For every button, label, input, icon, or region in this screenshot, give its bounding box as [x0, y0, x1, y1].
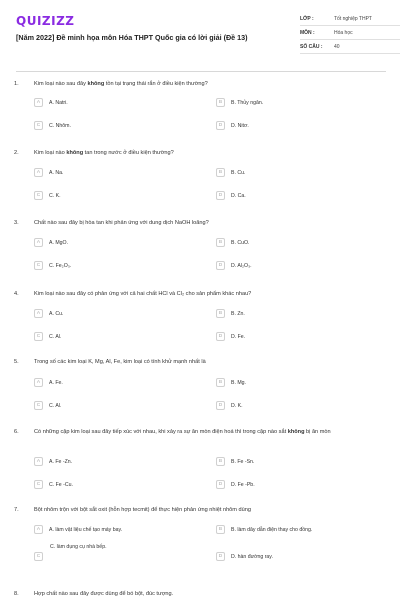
- question-text: Trong số các kim loại K, Mg, Al, Fe, kim loại có tính khử mạnh nhất là: [34, 359, 206, 365]
- option-d[interactable]: D D. Nitơ.: [216, 121, 249, 130]
- option-letter-box: D: [216, 261, 225, 270]
- option-letter-box: B: [216, 525, 225, 534]
- question-8: [14, 590, 384, 598]
- option-c[interactable]: C C. Fe -Cu.: [34, 480, 73, 489]
- option-letter-box: A: [34, 457, 43, 466]
- option-letter-box: D: [216, 332, 225, 341]
- question-2: [14, 149, 384, 199]
- meta-row-subject: [300, 26, 400, 40]
- option-b[interactable]: B B. Mg.: [216, 378, 246, 387]
- option-a[interactable]: A A. Natri.: [34, 98, 68, 107]
- question-6: [14, 428, 384, 488]
- option-d[interactable]: D D. Ca.: [216, 191, 246, 200]
- option-letter-box: C: [34, 480, 43, 489]
- option-letter-box: A: [34, 309, 43, 318]
- option-b[interactable]: B B. CuO.: [216, 238, 249, 247]
- question-text: Kim loại nào sau đây có phản ứng với cả hai chất HCl và Cl₂ cho sản phẩm khác nhau?: [34, 291, 252, 297]
- option-letter-box: A: [34, 168, 43, 177]
- question-stem: [14, 149, 384, 157]
- option-d[interactable]: D D. Fe.: [216, 332, 245, 341]
- option-letter-box: A: [34, 238, 43, 247]
- option-letter-box: A: [34, 378, 43, 387]
- meta-key: MÔN :: [300, 29, 315, 36]
- option-b[interactable]: B B. Thủy ngân.: [216, 98, 263, 107]
- question-text: Chất nào sau đây bị hòa tan khi phản ứng với dung dịch NaOH loãng?: [34, 220, 209, 226]
- question-number: 7.: [14, 507, 19, 513]
- option-c[interactable]: C C. K.: [34, 191, 61, 200]
- option-letter-box: A: [34, 525, 43, 534]
- option-c[interactable]: C C. Nhôm.: [34, 121, 71, 130]
- question-text: Có những cặp kim loại sau đây tiếp xúc với nhau, khi xảy ra sự ăn mòn điện hoá thì trong cặp nào sắt không bị ăn mòn: [34, 429, 331, 435]
- question-stem: [14, 290, 384, 298]
- option-c[interactable]: C C. Al.: [34, 401, 61, 410]
- question-number: 8.: [14, 591, 19, 597]
- meta-value: Hóa học: [334, 29, 353, 36]
- meta-row-class: [300, 12, 400, 26]
- question-stem: [14, 80, 384, 88]
- option-letter-box: B: [216, 238, 225, 247]
- question-stem: [14, 506, 384, 514]
- question-1: [14, 80, 384, 129]
- question-number: 5.: [14, 359, 19, 365]
- question-text: Hợp chất nào sau đây được dùng để bó bột, đúc tượng.: [34, 591, 174, 597]
- worksheet-header: [16, 12, 386, 64]
- question-stem: [14, 590, 384, 598]
- option-letter-box: C: [34, 401, 43, 410]
- question-number: 1.: [14, 81, 19, 87]
- option-letter-box: B: [216, 309, 225, 318]
- option-b[interactable]: B B. làm dây dẫn điện thay cho đồng.: [216, 525, 312, 534]
- question-4: [14, 290, 384, 340]
- question-number: 2.: [14, 150, 19, 156]
- meta-key: SỐ CÂU :: [300, 43, 323, 50]
- question-stem: [14, 358, 384, 366]
- option-a[interactable]: A A. MgO.: [34, 238, 68, 247]
- option-b[interactable]: B B. Zn.: [216, 309, 245, 318]
- option-a[interactable]: A A. Cu.: [34, 309, 63, 318]
- meta-row-count: [300, 40, 400, 54]
- option-letter-box: B: [216, 98, 225, 107]
- question-number: 3.: [14, 220, 19, 226]
- option-a[interactable]: A A. Fe.: [34, 378, 63, 387]
- option-letter-box: B: [216, 378, 225, 387]
- option-c-text: C. làm dụng cụ nhà bếp.: [50, 544, 107, 550]
- question-text: Bột nhôm trộn với bột sắt oxit (hỗn hợp tecmit) để thực hiện phản ứng nhiệt nhôm dùng: [34, 507, 251, 513]
- option-letter-box: A: [34, 98, 43, 107]
- option-letter-box: D: [216, 121, 225, 130]
- meta-key: LỚP :: [300, 15, 314, 22]
- option-letter-box: C: [34, 191, 43, 200]
- option-letter-box: C: [34, 552, 43, 561]
- question-stem: [14, 428, 384, 436]
- worksheet-title: [Năm 2022] Đề minh họa môn Hóa THPT Quốc gia có lời giải (Đề 13): [16, 33, 248, 42]
- option-letter-box: C: [34, 121, 43, 130]
- option-d[interactable]: D D. Fe -Pb.: [216, 480, 255, 489]
- option-c[interactable]: C C. Fe₂O₃.: [34, 261, 71, 270]
- question-number: 4.: [14, 291, 19, 297]
- option-a[interactable]: A A. làm vật liệu chế tạo máy bay.: [34, 525, 122, 534]
- meta-table: [300, 12, 400, 54]
- meta-value: 40: [334, 43, 340, 50]
- option-letter-box: B: [216, 457, 225, 466]
- option-d[interactable]: D D. K.: [216, 401, 243, 410]
- header-divider: [16, 71, 386, 72]
- quizizz-logo: QUIZIZZ: [16, 14, 75, 28]
- question-text: Kim loại nào không tan trong nước ở điều kiện thường?: [34, 150, 174, 156]
- question-3: [14, 219, 384, 269]
- question-text: Kim loại nào sau đây không tồn tại trạng thái rắn ở điều kiện thường?: [34, 81, 208, 87]
- option-letter-box: D: [216, 552, 225, 561]
- option-letter-box: D: [216, 401, 225, 410]
- question-number: 6.: [14, 429, 19, 435]
- option-letter-box: D: [216, 480, 225, 489]
- question-7: [14, 506, 384, 560]
- meta-value: Tốt nghiệp THPT: [334, 15, 372, 22]
- option-d[interactable]: D D. Al₂O₃.: [216, 261, 252, 270]
- option-a[interactable]: A A. Fe -Zn.: [34, 457, 72, 466]
- option-b[interactable]: B B. Cu.: [216, 168, 245, 177]
- option-a[interactable]: A A. Na.: [34, 168, 63, 177]
- option-b[interactable]: B B. Fe -Sn.: [216, 457, 254, 466]
- option-letter-box: C: [34, 332, 43, 341]
- option-letter-box: B: [216, 168, 225, 177]
- question-5: [14, 358, 384, 409]
- option-c[interactable]: [34, 552, 49, 561]
- option-letter-box: C: [34, 261, 43, 270]
- option-letter-box: D: [216, 191, 225, 200]
- question-stem: [14, 219, 384, 227]
- option-d[interactable]: D D. hàn đường ray.: [216, 552, 273, 561]
- option-c[interactable]: C C. Al.: [34, 332, 61, 341]
